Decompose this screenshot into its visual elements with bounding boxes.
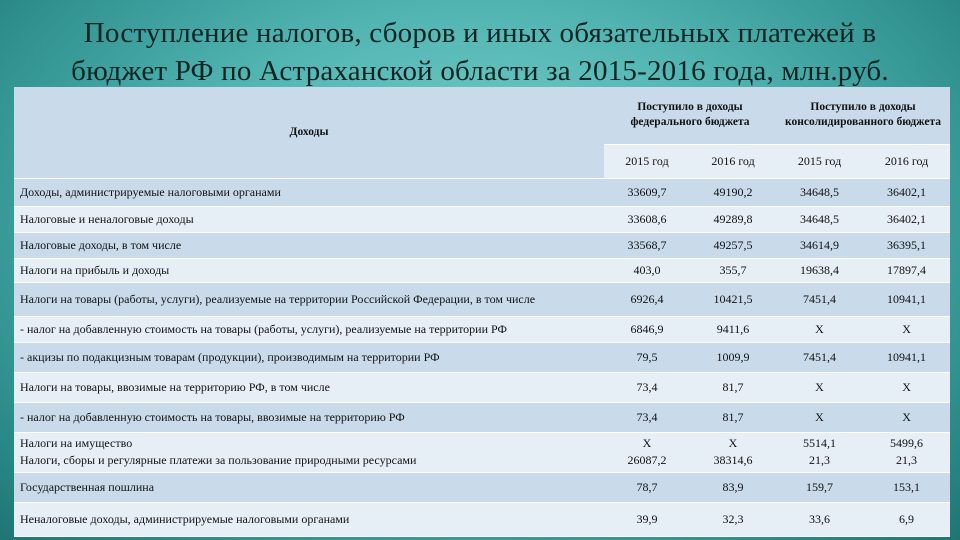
cell-federal-2016 [690, 432, 776, 472]
table-row [14, 342, 950, 372]
cell-federal-2015: 403,0 [604, 258, 690, 282]
table-row [14, 316, 950, 342]
header-consolidated-2015: 2015 год [776, 144, 863, 178]
table-row [14, 206, 950, 232]
cell-consolidated-2015: Х [776, 316, 863, 342]
cell-federal-2016: 83,9 [690, 472, 776, 502]
cell-consolidated-2015: 7451,4 [776, 342, 863, 372]
cell-federal-2016: 355,7 [690, 258, 776, 282]
cell-federal-2015: 73,4 [604, 372, 690, 402]
row-label: Неналоговые доходы, администрируемые налоговыми органами [14, 502, 604, 536]
header-consolidated-budget: Поступило в доходы консолидированного бюджета [776, 87, 950, 144]
cell-federal-2015: 73,4 [604, 402, 690, 432]
cell-federal-2016: 81,7 [690, 372, 776, 402]
cell-federal-2015: 6846,9 [604, 316, 690, 342]
cell-consolidated-2016: 10941,1 [863, 282, 950, 316]
row-label: Налоги на имущество [20, 436, 133, 450]
row-label: Налоги, сборы и регулярные платежи за пользование природными ресурсами [20, 453, 417, 467]
cell-consolidated-2016: Х [863, 372, 950, 402]
cell-federal-2015 [604, 432, 690, 472]
cell-value: 21,3 [896, 453, 918, 467]
cell-value: 26087,2 [627, 453, 667, 467]
row-label: - акцизы по подакцизным товарам (продукции), производимым на территории РФ [14, 342, 604, 372]
cell-consolidated-2016: 17897,4 [863, 258, 950, 282]
row-label: Налоги на прибыль и доходы [14, 258, 604, 282]
header-federal-2015: 2015 год [604, 144, 690, 178]
cell-value: Х [728, 436, 738, 450]
row-label: Налоги на товары, ввозимые на территорию РФ, в том числе [14, 372, 604, 402]
table-row [14, 502, 950, 536]
header-federal-budget: Поступило в доходы федерального бюджета [604, 87, 776, 144]
cell-consolidated-2016: 36402,1 [863, 178, 950, 206]
row-label: Налоги на товары (работы, услуги), реализуемые на территории Российской Федерации, в том числе [14, 282, 604, 316]
cell-federal-2016: 32,3 [690, 502, 776, 536]
cell-value: 21,3 [809, 453, 831, 467]
cell-federal-2015: 33608,6 [604, 206, 690, 232]
cell-federal-2016: 1009,9 [690, 342, 776, 372]
row-label: Государственная пошлина [14, 472, 604, 502]
cell-consolidated-2015: 34648,5 [776, 178, 863, 206]
row-label: Налоговые доходы, в том числе [14, 232, 604, 258]
cell-value: 38314,6 [713, 453, 753, 467]
cell-consolidated-2015: 34614,9 [776, 232, 863, 258]
cell-federal-2015: 6926,4 [604, 282, 690, 316]
cell-federal-2016: 49289,8 [690, 206, 776, 232]
cell-federal-2015: 79,5 [604, 342, 690, 372]
page-title-line-2: бюджет РФ по Астраханской области за 2015-2016 года, млн.руб. [71, 55, 889, 87]
header-consolidated-2016: 2016 год [863, 144, 950, 178]
cell-consolidated-2016: 6,9 [863, 502, 950, 536]
cell-consolidated-2015 [776, 432, 863, 472]
cell-consolidated-2015: 33,6 [776, 502, 863, 536]
cell-value: 5514,1 [803, 436, 837, 450]
table-row [14, 472, 950, 502]
table-row [14, 232, 950, 258]
cell-consolidated-2015: Х [776, 372, 863, 402]
row-label: - налог на добавленную стоимость на товары (работы, услуги), реализуемые на территории РФ [14, 316, 604, 342]
cell-value: 5499,6 [890, 436, 924, 450]
table-row [14, 178, 950, 206]
cell-consolidated-2015: Х [776, 402, 863, 432]
cell-consolidated-2016: 10941,1 [863, 342, 950, 372]
cell-federal-2015: 39,9 [604, 502, 690, 536]
cell-federal-2015: 33568,7 [604, 232, 690, 258]
row-label-pair [14, 432, 604, 472]
table-row [14, 402, 950, 432]
header-income: Доходы [14, 87, 604, 178]
cell-consolidated-2016: Х [863, 316, 950, 342]
cell-value: Х [642, 436, 652, 450]
page-title [0, 14, 960, 90]
cell-consolidated-2016: 36402,1 [863, 206, 950, 232]
header-federal-2016: 2016 год [690, 144, 776, 178]
tax-revenue-table [14, 87, 950, 537]
cell-federal-2016: 10421,5 [690, 282, 776, 316]
row-label: - налог на добавленную стоимость на товары, ввозимые на территорию РФ [14, 402, 604, 432]
cell-federal-2016: 9411,6 [690, 316, 776, 342]
cell-consolidated-2016 [863, 432, 950, 472]
cell-consolidated-2015: 19638,4 [776, 258, 863, 282]
cell-consolidated-2016: 36395,1 [863, 232, 950, 258]
cell-consolidated-2016: 153,1 [863, 472, 950, 502]
table-row [14, 282, 950, 316]
cell-federal-2016: 49190,2 [690, 178, 776, 206]
cell-consolidated-2015: 34648,5 [776, 206, 863, 232]
cell-federal-2016: 49257,5 [690, 232, 776, 258]
cell-consolidated-2015: 159,7 [776, 472, 863, 502]
page-title-line-1: Поступление налогов, сборов и иных обязательных платежей в [83, 17, 877, 49]
table-row [14, 432, 950, 472]
cell-federal-2015: 78,7 [604, 472, 690, 502]
table-row [14, 258, 950, 282]
row-label: Доходы, администрируемые налоговыми органами [14, 178, 604, 206]
cell-federal-2015: 33609,7 [604, 178, 690, 206]
cell-consolidated-2016: Х [863, 402, 950, 432]
table-row [14, 372, 950, 402]
row-label: Налоговые и неналоговые доходы [14, 206, 604, 232]
cell-consolidated-2015: 7451,4 [776, 282, 863, 316]
cell-federal-2016: 81,7 [690, 402, 776, 432]
